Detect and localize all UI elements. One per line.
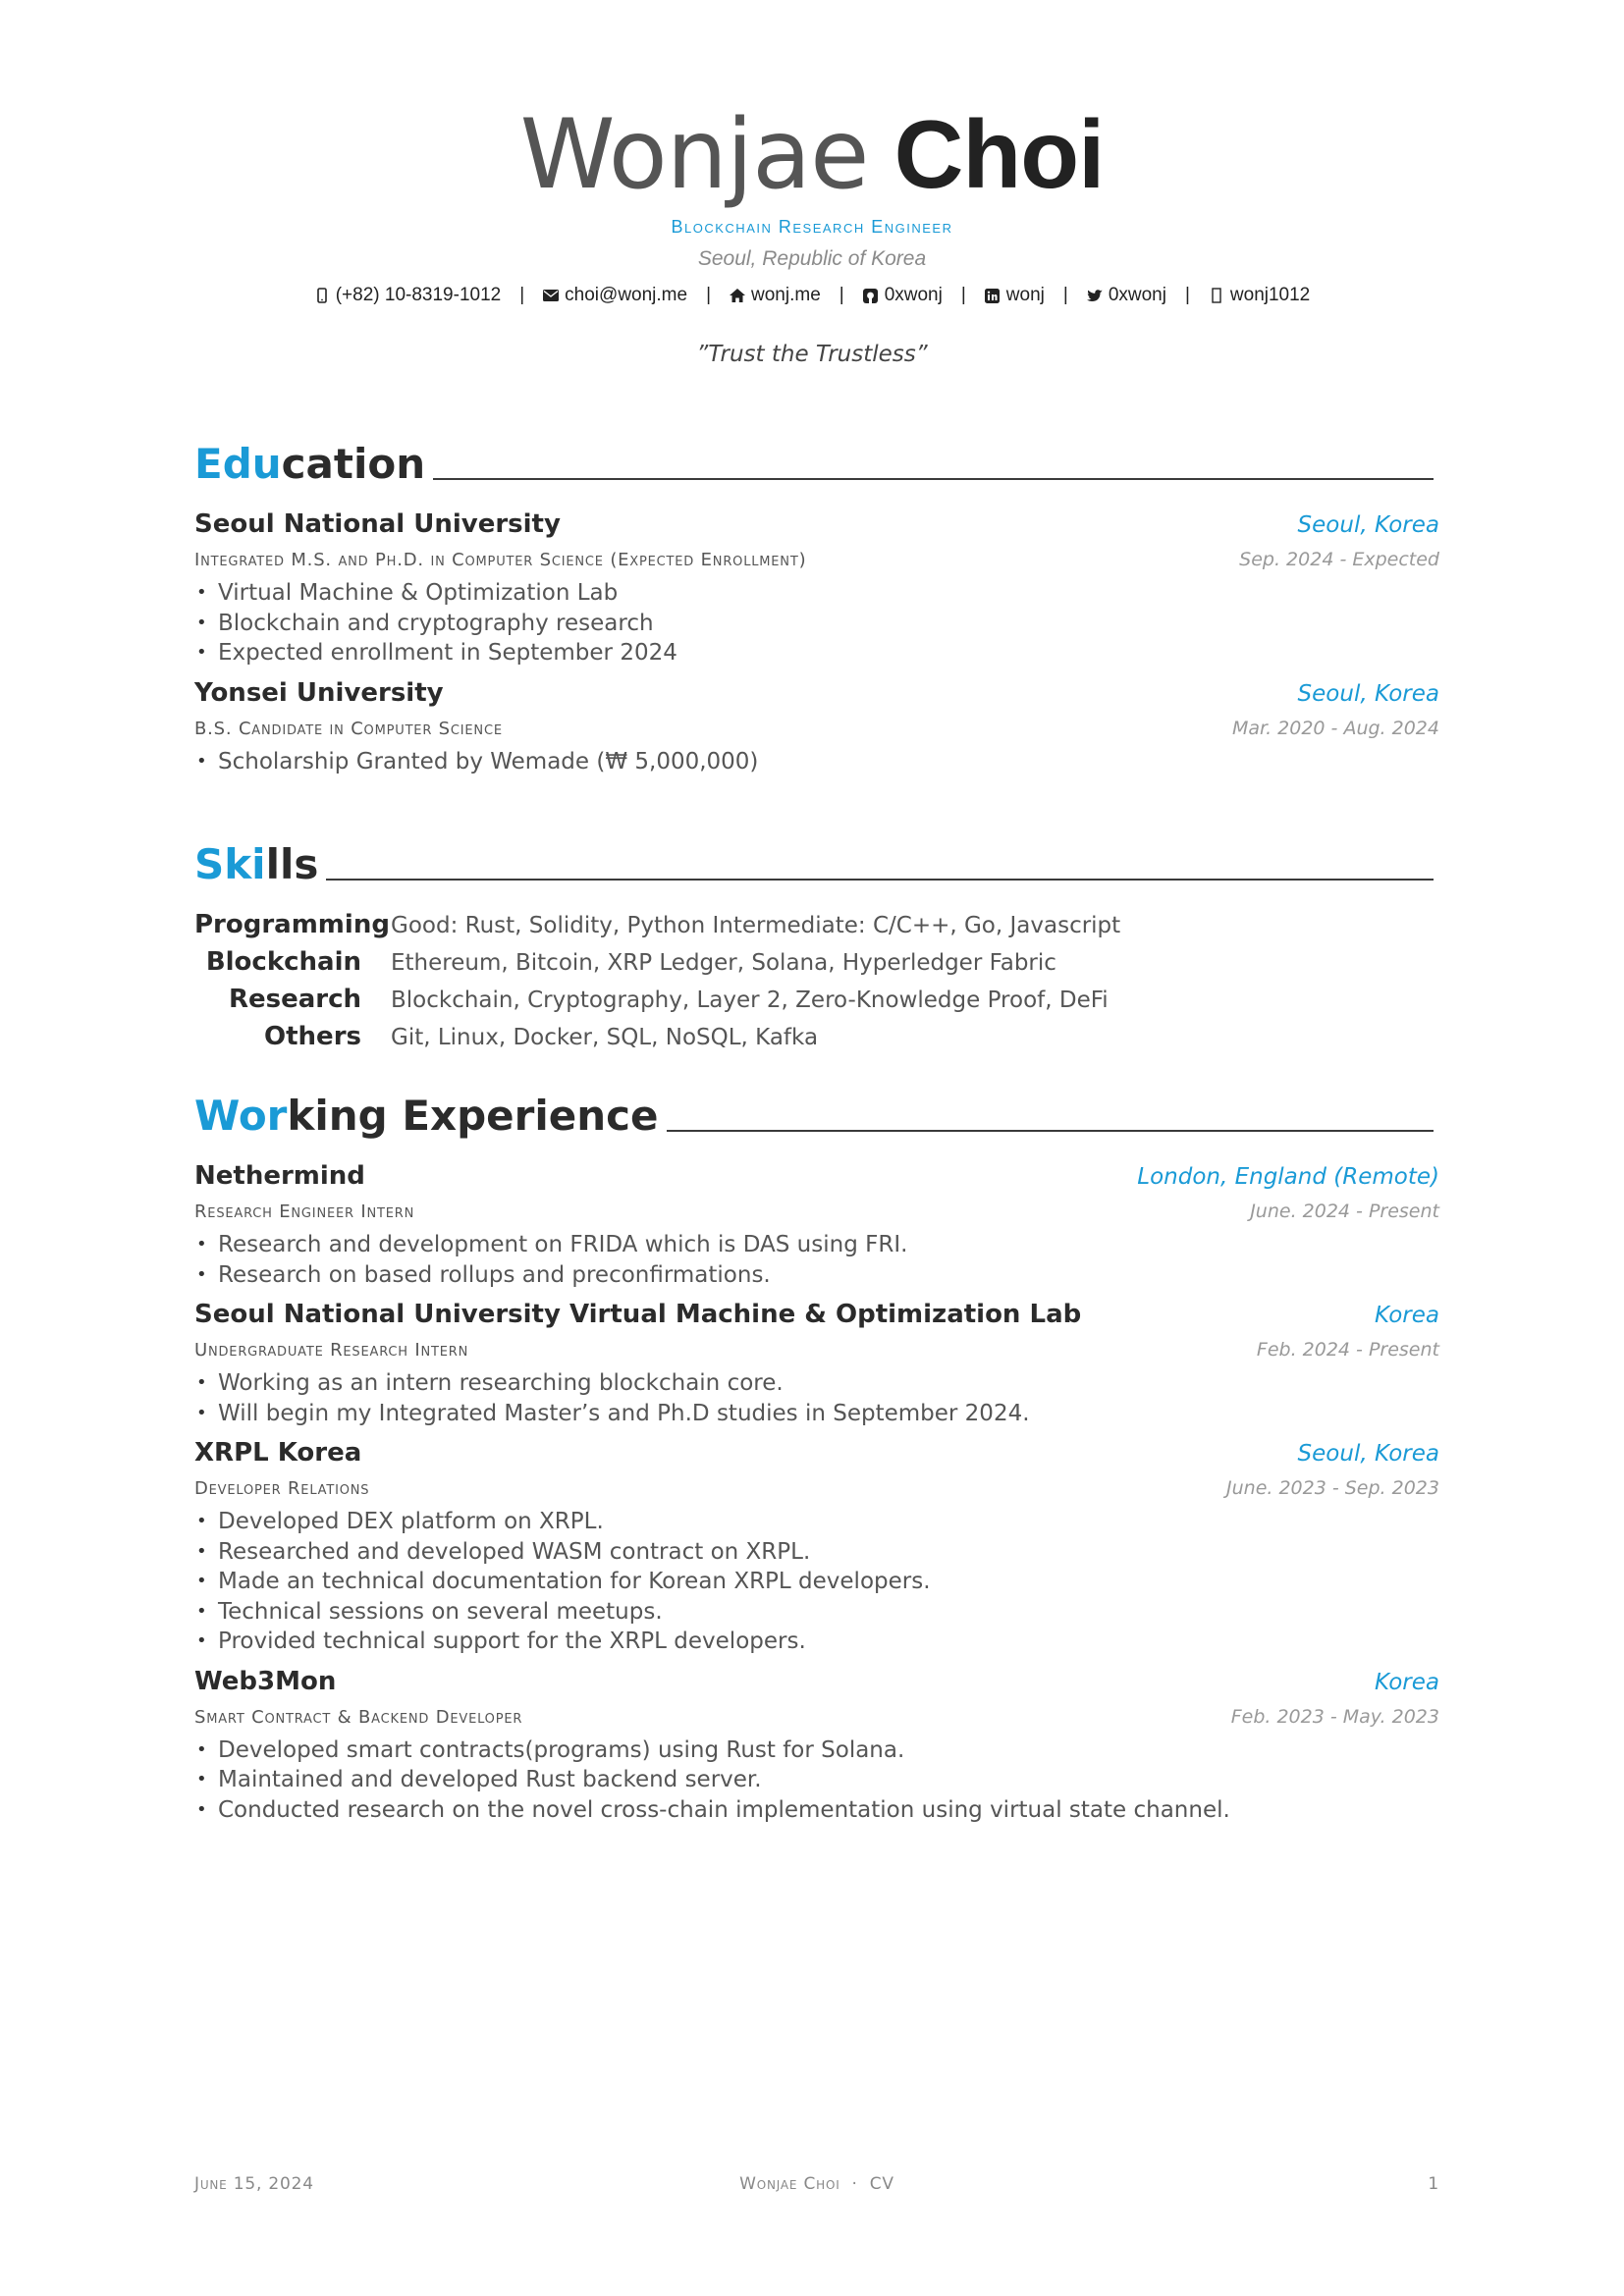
contact-twitter[interactable]	[1087, 285, 1166, 306]
entry-items	[194, 578, 1439, 668]
envelope-icon	[543, 288, 559, 303]
header	[0, 99, 1624, 306]
contact-email-text: choi@wonj.me	[565, 285, 688, 305]
contact-mobile[interactable]	[314, 285, 502, 306]
skill-value: Blockchain, Cryptography, Layer 2, Zero-Knowledge Proof, DeFi	[391, 988, 1109, 1013]
list-item: • Developed DEX platform on XRPL.	[194, 1507, 1439, 1537]
entry-items	[194, 1368, 1439, 1428]
skills-heading-accent: Ski	[194, 840, 266, 888]
skill-value: Good: Rust, Solidity, Python Intermediate: C/C++, Go, Javascript	[391, 913, 1121, 938]
contact-homepage-text: wonj.me	[751, 285, 821, 305]
education-section	[194, 440, 1439, 776]
experience-section	[194, 1092, 1439, 1825]
entry-location: Korea	[1374, 1669, 1439, 1695]
first-name: Wonjae	[519, 99, 869, 211]
education-entry	[194, 509, 1439, 668]
skills-table	[194, 910, 1439, 1059]
contact-separator: |	[839, 285, 844, 305]
entry-location: Korea	[1374, 1303, 1439, 1328]
list-item: • Working as an intern researching blockchain core.	[194, 1368, 1439, 1399]
list-item: • Research and development on FRIDA which is DAS using FRI.	[194, 1230, 1439, 1260]
list-item: • Research on based rollups and preconfirmations.	[194, 1260, 1439, 1291]
entry-items	[194, 1507, 1439, 1657]
experience-entry	[194, 1438, 1439, 1657]
entry-title: Web3Mon	[194, 1666, 337, 1696]
list-item: • Technical sessions on several meetups.	[194, 1597, 1439, 1628]
skills-heading	[194, 840, 1439, 888]
home-icon	[730, 288, 745, 303]
entry-date: June. 2023 - Sep. 2023	[1226, 1477, 1439, 1499]
contact-email[interactable]	[543, 285, 687, 306]
education-entry	[194, 678, 1439, 777]
list-item: • Conducted research on the novel cross-chain implementation using virtual state channel.	[194, 1795, 1439, 1826]
list-item: • Virtual Machine & Optimization Lab	[194, 578, 1439, 609]
telegram-icon	[1209, 288, 1224, 303]
list-item: • Maintained and developed Rust backend server.	[194, 1765, 1439, 1795]
section-rule	[433, 478, 1434, 480]
position-title: Blockchain Research Engineer	[671, 217, 953, 237]
entry-position: Developer Relations	[194, 1478, 370, 1499]
experience-entry	[194, 1161, 1439, 1290]
footer-name: Wonjae Choi	[739, 2174, 840, 2194]
entry-location: London, England (Remote)	[1137, 1164, 1439, 1190]
linkedin-icon	[985, 288, 1001, 303]
skill-category: Others	[264, 1022, 361, 1051]
skill-category: Research	[228, 985, 361, 1014]
entry-date: Feb. 2024 - Present	[1256, 1339, 1439, 1361]
contact-linkedin-text: wonj	[1005, 285, 1045, 305]
entry-items	[194, 1230, 1439, 1290]
entry-position: Undergraduate Research Intern	[194, 1340, 469, 1361]
list-item: • Made an technical documentation for Korean XRPL developers.	[194, 1567, 1439, 1597]
page-footer	[194, 2174, 1439, 2194]
entry-position: B.S. Candidate in Computer Science	[194, 718, 503, 739]
skill-category: Blockchain	[205, 947, 361, 977]
experience-heading-accent: Wor	[194, 1092, 288, 1140]
entry-position: Smart Contract & Backend Developer	[194, 1706, 523, 1728]
contact-separator: |	[706, 285, 712, 305]
entry-title: Seoul National University	[194, 509, 561, 539]
entry-date: Feb. 2023 - May. 2023	[1230, 1705, 1439, 1728]
full-name	[0, 99, 1624, 211]
contact-telegram-text: wonj1012	[1229, 285, 1311, 305]
footer-dot: ·	[851, 2174, 858, 2194]
list-item: • Provided technical support for the XRPL developers.	[194, 1627, 1439, 1657]
twitter-icon	[1087, 288, 1103, 303]
entry-items	[194, 1735, 1439, 1826]
skill-category: Programming	[194, 910, 390, 939]
entry-date: Sep. 2024 - Expected	[1239, 549, 1439, 570]
section-rule	[326, 879, 1434, 881]
contact-mobile-text: (+82) 10-8319-1012	[335, 285, 502, 305]
last-name: Choi	[893, 100, 1105, 208]
contact-homepage[interactable]	[730, 285, 821, 306]
entry-position: Research Engineer Intern	[194, 1201, 415, 1222]
entry-items	[194, 747, 1439, 777]
contact-linkedin[interactable]	[985, 285, 1045, 306]
contact-telegram[interactable]	[1209, 285, 1310, 306]
list-item: • Will begin my Integrated Master’s and Ph.D studies in September 2024.	[194, 1399, 1439, 1429]
contact-twitter-text: 0xwonj	[1108, 285, 1166, 305]
section-rule	[667, 1130, 1434, 1132]
entry-location: Seoul, Korea	[1297, 680, 1439, 707]
education-heading-accent: Edu	[194, 440, 282, 488]
skill-row	[194, 910, 1439, 947]
page-number: 1	[1428, 2174, 1439, 2194]
skill-row	[194, 985, 1439, 1022]
list-item: • Blockchain and cryptography research	[194, 609, 1439, 639]
entry-title: Nethermind	[194, 1161, 365, 1191]
experience-heading-rest: king Experience	[287, 1092, 659, 1140]
contact-separator: |	[1184, 285, 1190, 305]
contact-separator: |	[1062, 285, 1068, 305]
education-heading	[194, 440, 1439, 488]
skills-section	[194, 840, 1439, 1059]
education-heading-rest: cation	[281, 440, 426, 488]
entry-title: XRPL Korea	[194, 1438, 362, 1468]
mobile-icon	[314, 288, 330, 303]
contact-separator: |	[960, 285, 966, 305]
list-item: • Developed smart contracts(programs) using Rust for Solana.	[194, 1735, 1439, 1766]
experience-heading	[194, 1092, 1439, 1140]
entry-title: Seoul National University Virtual Machine & Optimization Lab	[194, 1300, 1082, 1329]
entry-title: Yonsei University	[194, 677, 444, 708]
skill-row	[194, 947, 1439, 985]
skill-row	[194, 1022, 1439, 1059]
entry-position: Integrated M.S. and Ph.D. in Computer Science (Expected Enrollment)	[194, 550, 807, 570]
footer-date: June 15, 2024	[194, 2174, 314, 2194]
list-item: • Researched and developed WASM contract on XRPL.	[194, 1537, 1439, 1568]
list-item: • Scholarship Granted by Wemade (₩ 5,000,000)	[194, 747, 1439, 777]
skill-value: Git, Linux, Docker, SQL, NoSQL, Kafka	[391, 1025, 819, 1050]
list-item: • Expected enrollment in September 2024	[194, 638, 1439, 668]
skill-value: Ethereum, Bitcoin, XRP Ledger, Solana, Hyperledger Fabric	[391, 950, 1056, 976]
footer-doc: CV	[869, 2174, 894, 2194]
entry-date: June. 2024 - Present	[1250, 1201, 1439, 1222]
contact-github[interactable]	[863, 285, 943, 306]
contacts-bar	[0, 285, 1624, 306]
contact-github-text: 0xwonj	[884, 285, 943, 305]
entry-location: Seoul, Korea	[1297, 1441, 1439, 1467]
address: Seoul, Republic of Korea	[697, 247, 927, 270]
footer-title	[194, 2174, 1439, 2194]
entry-location: Seoul, Korea	[1297, 512, 1439, 538]
experience-entry	[194, 1667, 1439, 1826]
contact-separator: |	[519, 285, 525, 305]
entry-date: Mar. 2020 - Aug. 2024	[1231, 717, 1439, 739]
experience-entry	[194, 1300, 1439, 1428]
quote: ”Trust the Trustless”	[696, 342, 928, 367]
github-icon	[863, 288, 879, 303]
skills-heading-rest: lls	[265, 840, 319, 888]
